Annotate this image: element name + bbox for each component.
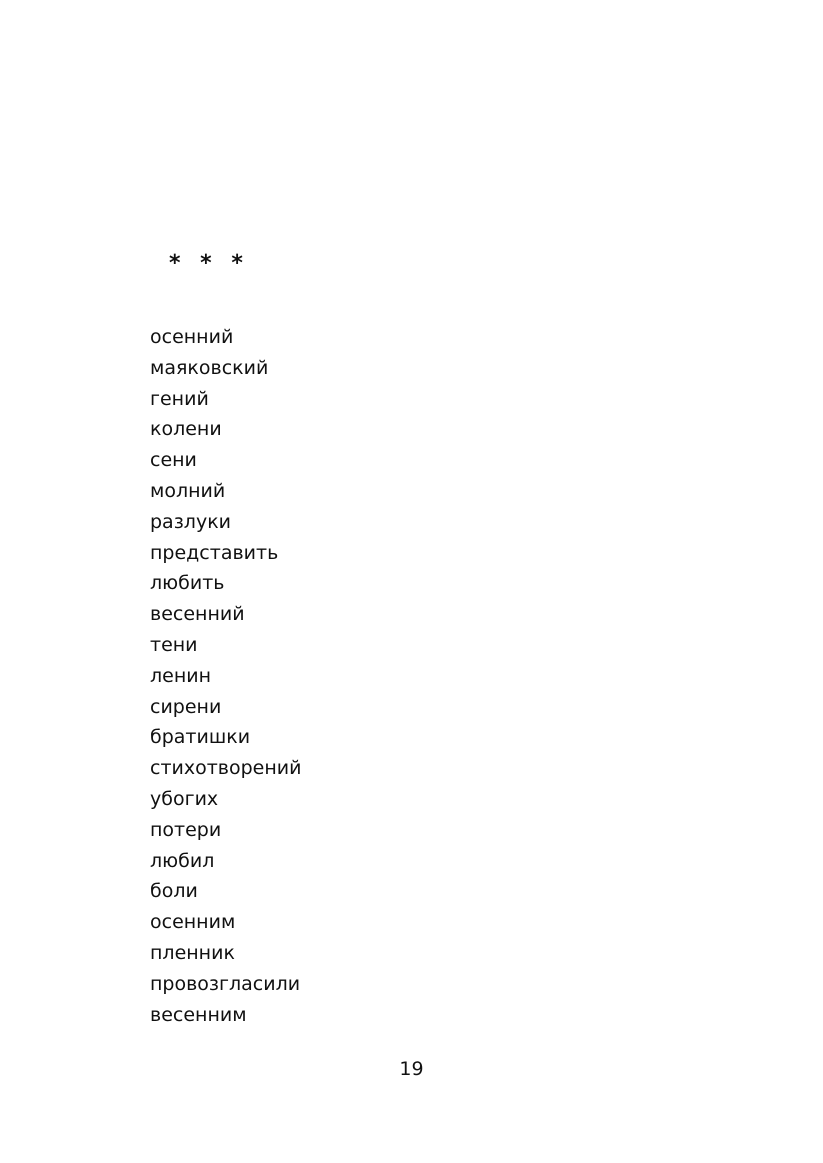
poem-line: ленин bbox=[150, 664, 212, 687]
poem-line: убогих bbox=[150, 787, 219, 810]
poem-line: осенний bbox=[150, 326, 234, 348]
poem-line: весенним bbox=[150, 1003, 247, 1026]
poem-line: стихотворений bbox=[150, 757, 302, 780]
poem-line: любить bbox=[150, 572, 225, 595]
poem-line: представить bbox=[150, 541, 279, 564]
poem-line: сени bbox=[150, 449, 197, 472]
poem-line: боли bbox=[150, 880, 198, 903]
poem-lines bbox=[150, 322, 302, 1030]
page-number-footer bbox=[0, 1057, 823, 1081]
poem-line: молний bbox=[150, 479, 226, 502]
page-number: 19 bbox=[399, 1058, 424, 1080]
poem-line: колени bbox=[150, 418, 222, 441]
poem-line: осенним bbox=[150, 911, 236, 934]
poem-line: провозгласили bbox=[150, 972, 301, 995]
poem-line: потери bbox=[150, 818, 222, 841]
poem-line: братишки bbox=[150, 726, 251, 749]
section-separator: * * * bbox=[169, 251, 249, 276]
poem-line: маяковский bbox=[150, 356, 269, 379]
poem-line: гений bbox=[150, 387, 209, 410]
poem-line: разлуки bbox=[150, 510, 232, 533]
poem-line: сирени bbox=[150, 695, 222, 718]
poem-line: пленник bbox=[150, 941, 235, 964]
poem-line: весенний bbox=[150, 603, 245, 626]
poem-line: любил bbox=[150, 849, 215, 872]
poem-line: тени bbox=[150, 633, 198, 656]
